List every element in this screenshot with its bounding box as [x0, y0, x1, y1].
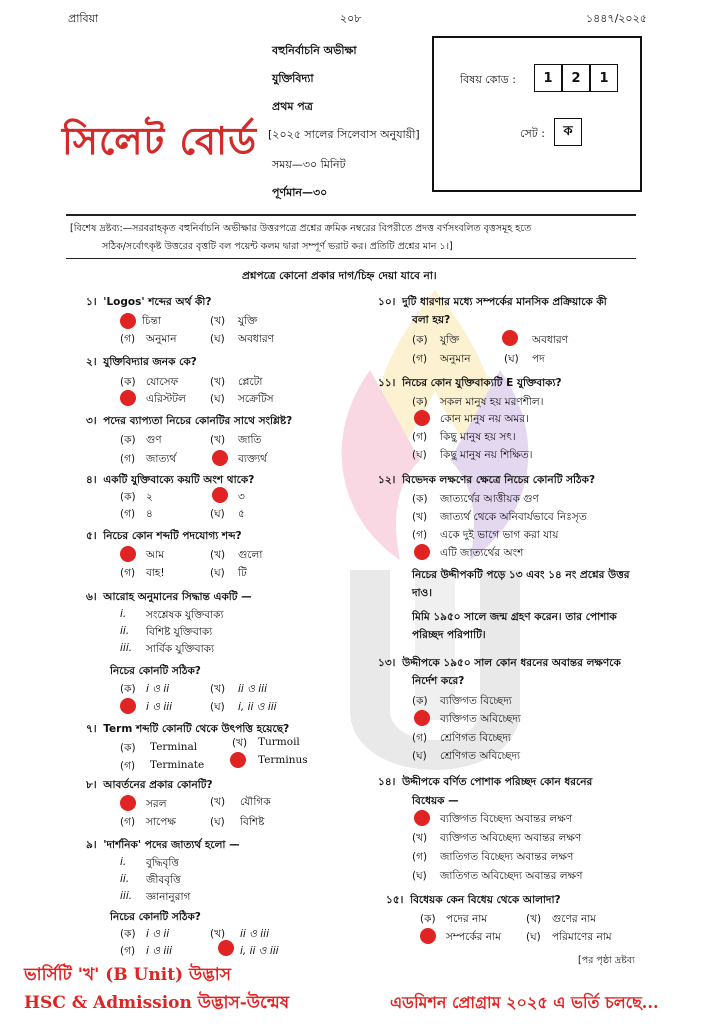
option-b-label: (খ)	[210, 928, 226, 940]
code-digit-2: 2	[562, 64, 590, 92]
option-a-label: (ক)	[412, 334, 428, 346]
stimulus-instruction: নিচের উদ্দীপকটি পড়ে ১৩ এবং ১৪ নং প্রশ্নের উত্তর	[412, 569, 630, 581]
option-d-label: (ঘ)	[210, 333, 225, 345]
stimulus-instruction-cont: দাও।	[412, 587, 433, 599]
question-10: ১০। দুটি ধারণার মধ্যে সম্পর্কের মানসিক প্রক্রিয়াকে কী	[378, 296, 607, 308]
option-a: ব্যক্তিগত বিচ্ছেদ্য	[440, 695, 512, 707]
option-d: ব্যক্ত্যর্থ	[238, 453, 267, 465]
option-d: পদ	[532, 353, 545, 365]
option-a-label: (ক)	[120, 376, 136, 388]
question-13-cont: নির্দেশ করে?	[412, 675, 465, 687]
option-b-label: (খ)	[210, 683, 226, 695]
question-14-cont: বিধেয়ক —	[412, 795, 459, 807]
option-b: ৩	[238, 491, 245, 503]
option-b-label: (খ)	[232, 737, 248, 749]
option-b: গুলো	[238, 549, 263, 561]
question-7: ৭। Term শব্দটি কোনটি থেকে উৎপত্তি হয়েছে?	[86, 723, 290, 735]
question-13: ১৩। উদ্দীপকে ১৯৫০ সাল কোন ধরনের অবান্তর লক্ষণকে	[378, 657, 621, 669]
option-b-label: (খ)	[210, 434, 226, 446]
option-b-label: (খ)	[412, 832, 428, 844]
page-number: ২০৮	[340, 12, 362, 25]
instruction-line-1: [বিশেষ দ্রষ্টব্য:—সরবরাহকৃত বহুনির্বাচনি অভীক্ষার উত্তরপত্রে প্রশ্নের ক্রমিক নম্বরের বিপরীতে প্রদত্ত বর্ণসংবলিত বৃত্তসমূহ হতে	[70, 223, 532, 234]
set-value: ক	[554, 118, 582, 146]
option-a: চিন্তা	[142, 315, 161, 327]
answer-mark-icon	[120, 795, 136, 811]
option-d: i, ii ও iii	[238, 701, 277, 713]
option-b: ii ও iii	[240, 928, 269, 940]
option-d-label: (ঘ)	[210, 508, 225, 520]
option-a: i ও ii	[146, 683, 170, 695]
option-a-label: (ক)	[412, 695, 428, 707]
paper-name: প্রথম পত্র	[272, 100, 313, 113]
option-c: জাত্যর্থ	[146, 453, 177, 465]
footer-right-promo: এডমিশন প্রোগ্রাম ২০২৫ এ ভর্তি চলছে...	[390, 993, 659, 1012]
option-d: ৫	[238, 508, 245, 520]
option-a: ব্যক্তিগত বিচ্ছেদ্য অবান্তর লক্ষণ	[440, 813, 573, 825]
board-title: সিলেট বোর্ড	[62, 118, 258, 163]
answer-mark-icon	[414, 410, 430, 426]
option-a: যোসেফ	[146, 376, 179, 388]
option-a-label: (ক)	[420, 913, 436, 925]
footer-left-line-2: HSC & Admission উদ্ভাস-উন্মেষ	[24, 993, 290, 1013]
question-1	[86, 295, 211, 310]
option-b: যুক্তি	[238, 315, 258, 327]
option-c: অনুমান	[440, 353, 471, 365]
option-d-label: (ঘ)	[412, 750, 427, 762]
option-c-label: (গ)	[120, 333, 136, 345]
statement-ii-label: ii.	[120, 873, 130, 885]
statement-i: বুদ্ধিবৃত্তি	[146, 857, 179, 869]
option-c-label: (গ)	[120, 760, 136, 772]
option-c: সাপেক্ষ	[146, 816, 176, 828]
question-15: ১৫। বিধেয়ক কেন বিধেয় থেকে আলাদা?	[386, 894, 561, 906]
option-a: আম	[146, 549, 165, 561]
full-marks: পূর্ণমান—৩০	[272, 186, 328, 199]
option-c-label: (গ)	[412, 431, 428, 443]
answer-mark-icon	[120, 390, 136, 406]
option-c: অনুমান	[146, 333, 177, 345]
option-d: পরিমাণের নাম	[552, 931, 612, 943]
option-c-label: (গ)	[120, 508, 136, 520]
option-c: i ও iii	[146, 701, 173, 713]
option-b: Turmoil	[258, 736, 300, 748]
continued-note: [পর পৃষ্ঠা দ্রষ্টব্য	[578, 955, 635, 966]
statement-iii-label: iii.	[120, 642, 133, 654]
question-6: ৬। আরোহ অনুমানের সিদ্ধান্ত একটি —	[86, 591, 252, 603]
option-b-label: (খ)	[526, 913, 542, 925]
option-a: i ও ii	[146, 928, 170, 940]
option-a: সকল মানুষ হয় মরণশীল।	[440, 396, 544, 408]
header-left-label: প্রাবিয়া	[68, 12, 99, 25]
question-ask: নিচের কোনটি সঠিক?	[110, 665, 201, 677]
answer-mark-icon	[414, 544, 430, 560]
option-a-label: (ক)	[412, 396, 428, 408]
warning-text: প্রশ্নপত্রে কোনো প্রকার দাগ/চিহ্ন দেয়া যাবে না।	[242, 270, 437, 282]
option-a-label: (ক)	[120, 928, 136, 940]
stimulus-text: মিমি ১৯৫০ সালে জন্ম গ্রহণ করেন। তার পোশাক	[412, 611, 617, 623]
time-limit: সময়—৩০ মিনিট	[272, 158, 346, 171]
subject-name: যুক্তিবিদ্যা	[272, 72, 314, 85]
option-a: Terminal	[150, 741, 198, 753]
year-label: ১৪৪৭/২০২৫	[586, 12, 647, 25]
option-d: i, ii ও iii	[240, 945, 279, 957]
answer-mark-icon	[120, 698, 136, 714]
syllabus-note: [২০২৫ সালের সিলেবাস অনুযায়ী]	[268, 128, 420, 141]
question-5: ৫। নিচের কোন শব্দটি পদযোগ্য শব্দ?	[86, 530, 242, 542]
question-text: 'Logos' শব্দের অর্থ কী?	[103, 296, 212, 308]
option-d: Terminus	[258, 754, 308, 766]
question-4: ৪। একটি যুক্তিবাক্যে কয়টি অংশ থাকে?	[86, 474, 255, 486]
answer-mark-icon	[502, 330, 518, 346]
option-d-label: (ঘ)	[210, 567, 225, 579]
set-label: সেট :	[520, 127, 545, 140]
option-a: যুক্তি	[440, 334, 460, 346]
divider	[66, 214, 636, 216]
option-c: কিছু মানুষ হয় সৎ।	[440, 431, 516, 443]
option-a: সরল	[146, 798, 167, 810]
statement-i-label: i.	[120, 608, 127, 620]
statement-i: সংশ্লেষক যুক্তিবাক্য	[146, 609, 224, 621]
option-d-label: (ঘ)	[210, 816, 225, 828]
option-b-label: (খ)	[412, 511, 428, 523]
question-14: ১৪। উদ্দীপকে বর্ণিত পোশাক পরিচ্ছদ কোন ধরনের	[378, 776, 593, 788]
question-number: ১।	[86, 296, 97, 308]
statement-iii: জ্ঞানানুরাগ	[146, 891, 191, 903]
option-a-label: (ক)	[120, 491, 136, 503]
option-b: গুণের নাম	[552, 913, 597, 925]
option-c-label: (গ)	[412, 732, 428, 744]
option-a: ২	[146, 491, 153, 503]
option-b: জাতি	[238, 434, 262, 446]
option-d: কিছু মানুষ নয় শিক্ষিত।	[440, 449, 533, 461]
question-2: ২। যুক্তিবিদ্যার জনক কে?	[86, 356, 197, 368]
option-c: জাতিগত বিচ্ছেদ্য অবান্তর লক্ষণ	[440, 851, 574, 863]
code-box	[432, 36, 642, 192]
option-b: জাত্যর্থ থেকে অনিবার্যভাবে নিঃসৃত	[440, 511, 587, 523]
option-c: ৪	[146, 508, 153, 520]
divider	[66, 258, 636, 259]
option-b: কোন মানুষ নয় অমর।	[440, 413, 529, 425]
question-10-cont: বলা হয়?	[412, 314, 451, 326]
answer-mark-icon	[420, 928, 436, 944]
statement-ii: জীববৃত্তি	[146, 874, 181, 886]
option-d: অবধারণ	[238, 333, 274, 345]
option-a: গুণ	[146, 434, 162, 446]
option-c-label: (গ)	[412, 353, 428, 365]
option-d: সক্রেটিস	[238, 393, 274, 405]
question-9: ৯। 'দার্শনিক' পদের জাত্যর্থ হলো —	[86, 839, 240, 851]
answer-mark-icon	[414, 810, 430, 826]
option-b: ব্যক্তিগত অবিচ্ছেদ্য অবান্তর লক্ষণ	[440, 832, 582, 844]
option-b: যৌগিক	[240, 796, 271, 808]
option-c: Terminate	[150, 759, 205, 771]
statement-i-label: i.	[120, 856, 127, 868]
option-d-label: (ঘ)	[210, 393, 225, 405]
option-d: বিশিষ্ট	[240, 816, 265, 828]
question-3: ৩। পদের ব্যাপ্যতা নিচের কোনটির সাথে সংশ্লিষ্ট?	[86, 415, 293, 427]
question-12: ১২। বিভেদক লক্ষণের ক্ষেত্রে নিচের কোনটি সঠিক?	[378, 474, 596, 486]
statement-ii-label: ii.	[120, 625, 130, 637]
option-c-label: (গ)	[120, 945, 136, 957]
option-d-label: (ঘ)	[526, 931, 541, 943]
option-c-label: (গ)	[120, 453, 136, 465]
option-c-label: (গ)	[120, 567, 136, 579]
code-digit-1: 1	[534, 64, 562, 92]
option-d-label: (ঘ)	[210, 701, 225, 713]
answer-mark-icon	[218, 940, 234, 956]
code-digit-3: 1	[590, 64, 618, 92]
question-ask: নিচের কোনটি সঠিক?	[110, 911, 201, 923]
option-b: অবধারণ	[532, 334, 568, 346]
option-d: টি	[238, 567, 247, 579]
option-b: ii ও iii	[238, 683, 267, 695]
option-d-label: (ঘ)	[412, 449, 427, 461]
stimulus-text-cont: পরিচ্ছদ পরিপাটি।	[412, 629, 486, 641]
option-b-label: (খ)	[210, 549, 226, 561]
statement-ii: বিশিষ্ট যুক্তিবাক্য	[146, 626, 213, 638]
option-a-label: (ক)	[120, 742, 136, 754]
option-b: ব্যক্তিগত অবিচ্ছেদ্য	[440, 713, 521, 725]
option-b-label: (খ)	[210, 796, 226, 808]
subject-code-label: বিষয় কোড :	[460, 73, 516, 86]
statement-iii-label: iii.	[120, 890, 133, 902]
footer-left-line-1: ভার্সিটি 'খ' (B Unit) উদ্ভাস	[24, 965, 231, 985]
option-d: এটি জাত্যর্থের অংশ	[440, 547, 524, 559]
option-c-label: (গ)	[412, 851, 428, 863]
option-a-label: (ক)	[412, 493, 428, 505]
answer-mark-icon	[120, 313, 136, 329]
answer-mark-icon	[414, 710, 430, 726]
option-c: i ও iii	[146, 945, 173, 957]
option-d: শ্রেণিগত অবিচ্ছেদ্য	[440, 750, 521, 762]
option-b-label: (খ)	[210, 376, 226, 388]
option-c: সম্পর্কের নাম	[446, 931, 501, 943]
answer-mark-icon	[212, 487, 228, 503]
question-11: ১১। নিচের কোন যুক্তিবাক্যটি E যুক্তিবাক্য?	[378, 377, 562, 389]
instruction-line-2: সঠিক/সর্বোৎকৃষ্ট উত্তরের বৃত্তটি বল পয়েন্ট কলম দ্বারা সম্পূর্ণ ভরাট কর। প্রতিটি প্রশ্নের মান ১।]	[102, 241, 453, 252]
option-d-label: (ঘ)	[412, 870, 427, 882]
option-c-label: (গ)	[120, 816, 136, 828]
answer-mark-icon	[230, 752, 246, 768]
option-a-label: (ক)	[120, 434, 136, 446]
option-a-label: (ক)	[120, 683, 136, 695]
option-d-label: (ঘ)	[504, 353, 519, 365]
option-b: প্লেটো	[238, 376, 263, 388]
option-a: জাত্যর্থের আত্তীয়ক গুণ	[440, 493, 539, 505]
option-c-label: (গ)	[412, 529, 428, 541]
exam-type: বহুনির্বাচনি অভীক্ষা	[272, 44, 357, 57]
option-c: বাহ!	[146, 567, 165, 579]
option-c: একে দুই ভাগে ভাগ করা যায়	[440, 529, 559, 541]
answer-mark-icon	[212, 450, 228, 466]
option-a: পদের নাম	[446, 913, 488, 925]
question-8: ৮। আবর্তনের প্রকার কোনটি?	[86, 779, 213, 791]
option-b-label: (খ)	[210, 315, 226, 327]
option-c: এরিস্টটল	[146, 393, 186, 405]
option-c: শ্রেণিগত বিচ্ছেদ্য	[440, 732, 511, 744]
statement-iii: সার্বিক যুক্তিবাক্য	[146, 643, 215, 655]
option-d: জাতিগত অবিচ্ছেদ্য অবান্তর লক্ষণ	[440, 870, 583, 882]
answer-mark-icon	[120, 546, 136, 562]
